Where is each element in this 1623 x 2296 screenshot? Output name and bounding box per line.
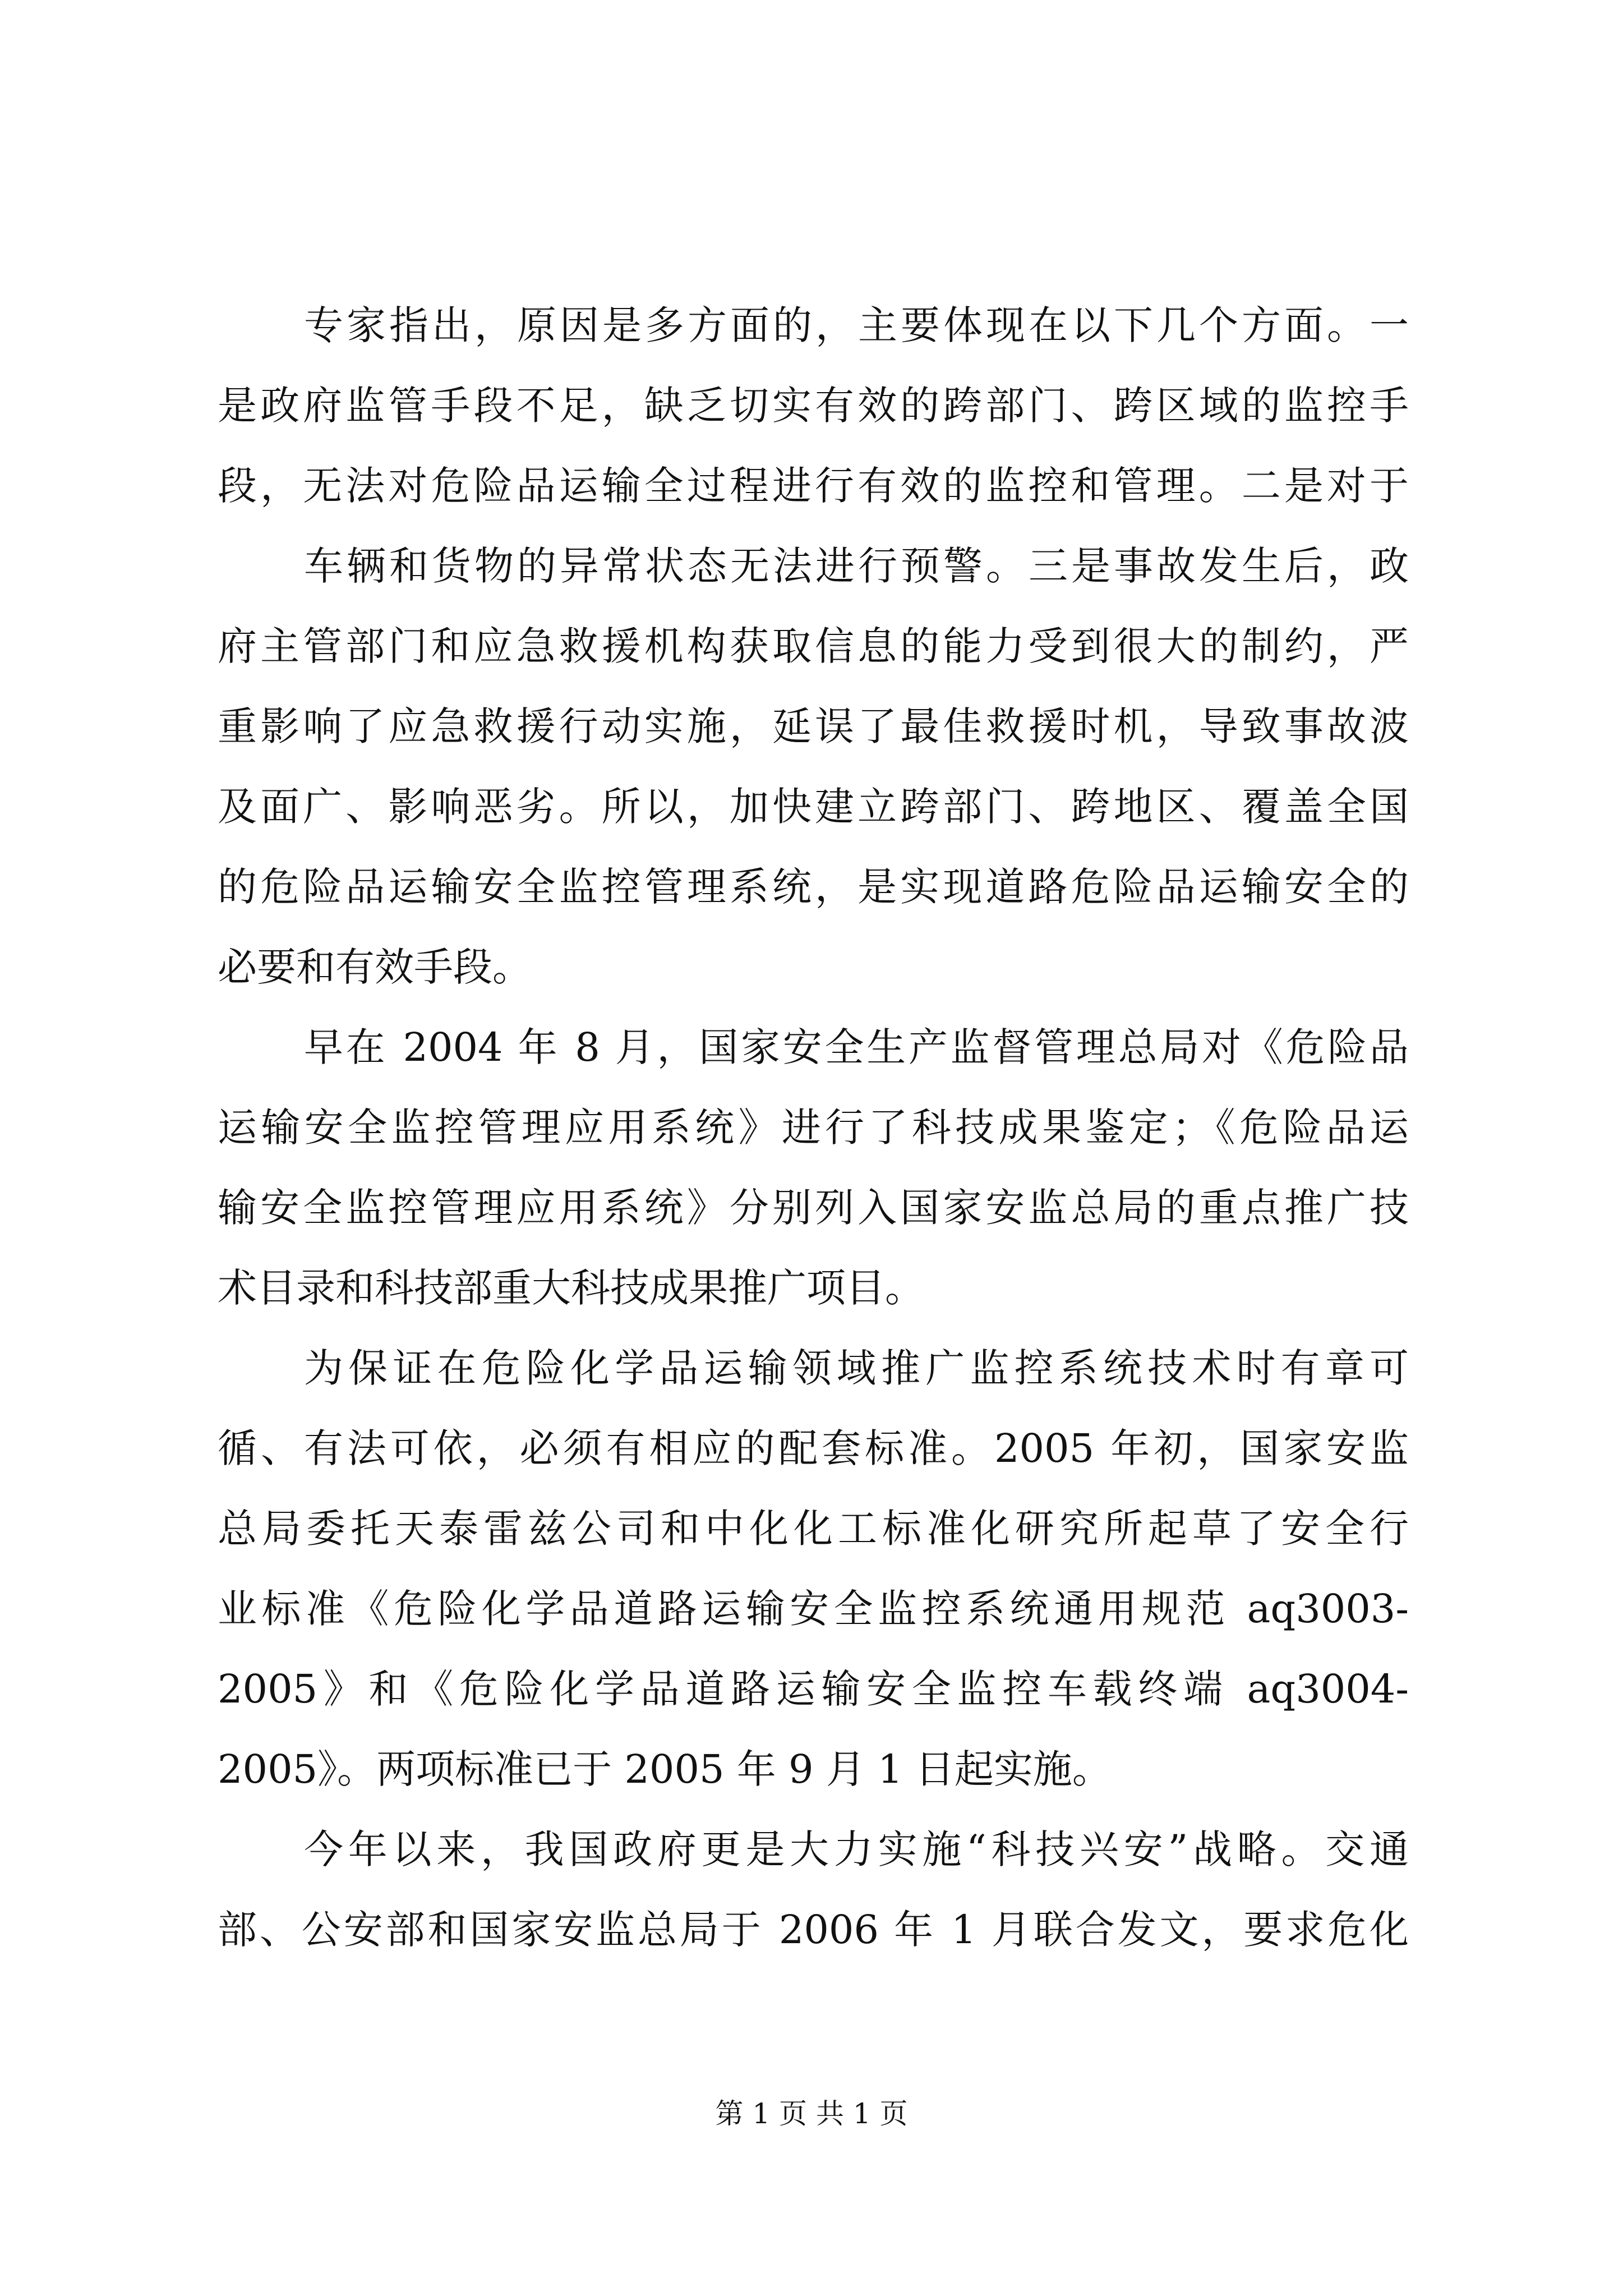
text-line: 必要和有效手段。 xyxy=(218,944,532,990)
text-line: 循、有法可依，必须有相应的配套标准。2005 年初，国家安监 xyxy=(218,1425,1409,1471)
text-line: 早在 2004 年 8 月，国家安全生产监督管理总局对《危险品 xyxy=(304,1024,1409,1070)
text-line: 府主管部门和应急救援机构获取信息的能力受到很大的制约，严 xyxy=(218,623,1409,669)
text-line: 车辆和货物的异常状态无法进行预警。三是事故发生后，政 xyxy=(304,543,1409,589)
text-line: 专家指出，原因是多方面的，主要体现在以下几个方面。一 xyxy=(304,302,1409,348)
text-line: 运输安全监控管理应用系统》进行了科技成果鉴定；《危险品运 xyxy=(218,1105,1409,1151)
text-line: 是政府监管手段不足，缺乏切实有效的跨部门、跨区域的监控手 xyxy=(218,383,1409,429)
text-line: 段，无法对危险品运输全过程进行有效的监控和管理。二是对于 xyxy=(218,463,1409,509)
text-line: 术目录和科技部重大科技成果推广项目。 xyxy=(218,1265,924,1311)
text-line: 重影响了应急救援行动实施，延误了最佳救援时机，导致事故波 xyxy=(218,703,1409,749)
text-line: 的危险品运输安全监控管理系统，是实现道路危险品运输安全的 xyxy=(218,864,1409,910)
text-line: 业标准《危险化学品道路运输安全监控系统通用规范 aq3003- xyxy=(218,1586,1409,1632)
text-line: 部、公安部和国家安监总局于 2006 年 1 月联合发文，要求危化 xyxy=(218,1907,1409,1953)
page-number-footer: 第 1 页 共 1 页 xyxy=(715,2097,908,2130)
text-line: 及面广、影响恶劣。所以，加快建立跨部门、跨地区、覆盖全国 xyxy=(218,784,1409,830)
text-line: 输安全监控管理应用系统》分别列入国家安监总局的重点推广技 xyxy=(218,1185,1409,1231)
text-line: 2005》。两项标准已于 2005 年 9 月 1 日起实施。 xyxy=(218,1746,1112,1792)
text-line: 2005》和《危险化学品道路运输安全监控车载终端 aq3004- xyxy=(218,1666,1409,1712)
text-line: 今年以来，我国政府更是大力实施“科技兴安”战略。交通 xyxy=(304,1826,1409,1872)
text-line: 总局委托天泰雷兹公司和中化化工标准化研究所起草了安全行 xyxy=(218,1506,1409,1552)
text-line: 为保证在危险化学品运输领域推广监控系统技术时有章可 xyxy=(304,1345,1409,1391)
